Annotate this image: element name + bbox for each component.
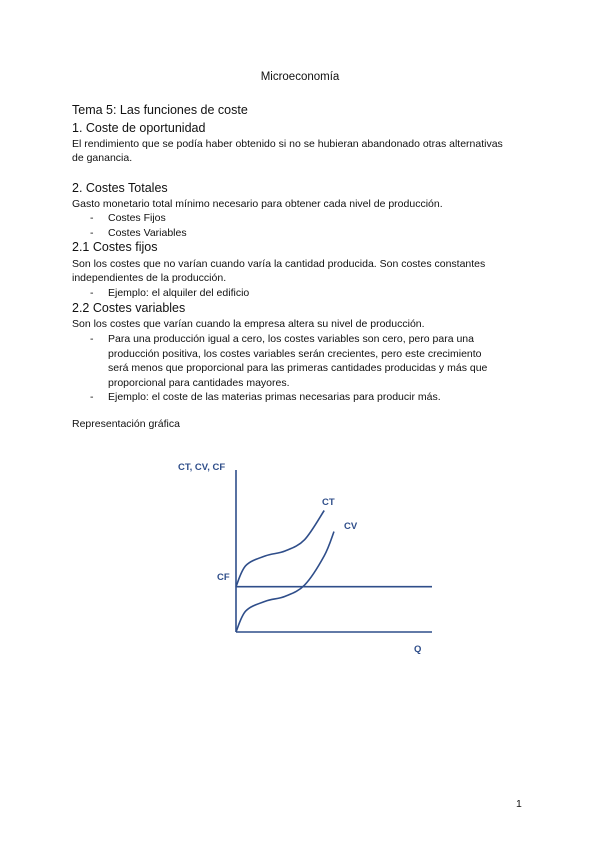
list-item-text: Ejemplo: el alquiler del edificio [108, 287, 250, 299]
document-title: Microeconomía [260, 71, 340, 83]
list-item-text: Costes Fijos [108, 212, 166, 224]
series-line-ct [236, 511, 324, 587]
x-axis-label: Q [414, 644, 422, 655]
list-item-text-line: producción positiva, los costes variables serán crecientes, pero este crecimiento [108, 347, 482, 360]
list-item-text-line: Para una producción igual a cero, los costes variables son cero, pero para una [108, 333, 474, 345]
y-axis-label: CT, CV, CF [178, 462, 226, 473]
section2-text: Gasto monetario total mínimo necesario para obtener cada nivel de producción. [72, 198, 443, 210]
bullet-dash: - [90, 287, 94, 299]
series-label-cf: CF [217, 572, 230, 583]
section1-text-line1: El rendimiento que se podía haber obtenido si no se hubieran abandonado otras alternativas [72, 138, 503, 150]
section22-heading: 2.2 Costes variables [72, 301, 186, 315]
section21-heading: 2.1 Costes fijos [72, 240, 158, 254]
series-label-cv: CV [344, 521, 358, 532]
list-item-text: Ejemplo: el coste de las materias primas necesarias para producir más. [108, 391, 441, 403]
section1-heading: 1. Coste de oportunidad [72, 121, 206, 135]
topic-title: Tema 5: Las funciones de coste [72, 103, 248, 117]
section1-text-line2: de ganancia. [72, 152, 133, 164]
bullet-dash: - [90, 227, 94, 239]
list-item-text-line: proporcional para cantidades mayores. [108, 376, 290, 389]
list-item-text: Costes Variables [108, 227, 187, 239]
series-label-ct: CT [322, 497, 335, 508]
bullet-dash: - [90, 212, 94, 224]
series-layer [217, 497, 432, 632]
section21-text-line2: independientes de la producción. [72, 272, 227, 284]
section21-text-line1: Son los costes que no varían cuando varía la cantidad producida. Son costes constantes [72, 258, 486, 270]
section2-heading: 2. Costes Totales [72, 181, 168, 195]
page-number: 1 [516, 798, 522, 810]
list-item-text-line: será menos que proporcional para las primeras cantidades producidas y más que [108, 362, 488, 374]
bullet-dash: - [90, 391, 94, 403]
series-line-cv [236, 532, 334, 632]
section22-text: Son los costes que varían cuando la empresa altera su nivel de producción. [72, 318, 425, 330]
bullet-dash: - [90, 333, 94, 345]
figure-label: Representación gráfica [72, 418, 180, 430]
